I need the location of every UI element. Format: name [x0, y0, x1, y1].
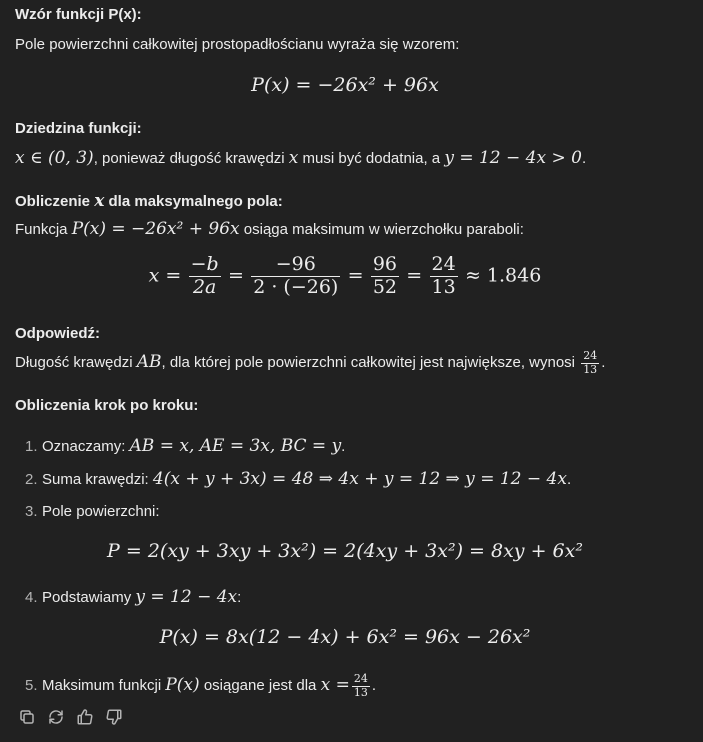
- math-inline: AB = x, AE = 3x, BC = y: [129, 436, 342, 456]
- numerator: 24: [431, 253, 456, 275]
- math-inline: P(x) = −26x² + 96x: [71, 219, 240, 239]
- text: dla maksymalnego pola:: [104, 193, 283, 210]
- fraction: [352, 673, 370, 699]
- fraction: [251, 254, 340, 299]
- math-inline: y = 12 − 4x: [135, 587, 238, 607]
- text: Funkcja: [15, 221, 72, 238]
- formula-block: [15, 74, 675, 96]
- denominator: 2 · (−26): [253, 275, 339, 298]
- list-number: 5.: [25, 677, 38, 695]
- regenerate-icon[interactable]: [46, 707, 66, 727]
- denominator: 13: [353, 685, 368, 699]
- text: Długość krawędzi: [15, 354, 137, 372]
- text: osiągane jest dla: [199, 677, 321, 695]
- list-number: 3.: [25, 503, 38, 520]
- list-item: [25, 436, 345, 457]
- paragraph: [15, 219, 524, 240]
- math-inline: P(x): [165, 675, 200, 696]
- section-title: Obliczenia krok po kroku:: [15, 397, 199, 414]
- thumbs-up-icon[interactable]: [75, 707, 95, 727]
- text: Maksimum funkcji: [42, 677, 166, 695]
- formula-block: [15, 626, 675, 648]
- numerator: −96: [251, 254, 340, 277]
- paragraph: [15, 350, 605, 376]
- formula-block: [15, 540, 675, 562]
- text: .: [566, 471, 572, 488]
- fraction: [430, 254, 458, 299]
- formula: P(x) = −26x² + 96x: [251, 74, 439, 96]
- text: Suma krawędzi:: [42, 471, 153, 488]
- text: .: [581, 150, 587, 167]
- text: , dla której pole powierzchni całkowitej jest największe, wynosi: [161, 354, 580, 372]
- numerator: 24: [353, 672, 368, 685]
- section-title: Odpowiedź:: [15, 325, 100, 342]
- math-lhs: x =: [148, 264, 182, 287]
- list-item: [25, 673, 376, 699]
- text: osiąga maksimum w wierzchołku paraboli:: [239, 221, 524, 238]
- numerator: 24: [583, 349, 598, 362]
- list-number: 1.: [25, 438, 38, 455]
- text: :: [237, 589, 242, 606]
- section-title: [15, 191, 283, 211]
- text: Podstawiamy: [42, 589, 136, 606]
- fraction: [189, 254, 221, 299]
- list-number: 4.: [25, 589, 38, 606]
- list-item: [25, 502, 160, 522]
- math-inline: AB: [136, 352, 162, 373]
- fraction: [371, 254, 399, 299]
- copy-icon[interactable]: [17, 707, 37, 727]
- numerator: 96: [372, 253, 398, 275]
- paragraph: Pole powierzchni całkowitej prostopadłościanu wyraża się wzorem:: [15, 36, 460, 53]
- thumbs-down-icon[interactable]: [104, 707, 124, 727]
- denominator: 13: [431, 275, 456, 298]
- math-inline: 4(x + y + 3x) = 48 ⇒ 4x + y = 12 ⇒ y = 12 − 4x: [152, 469, 567, 489]
- list-item: [25, 469, 571, 490]
- message-actions: [17, 707, 124, 727]
- section-title: Wzór funkcji P(x):: [15, 6, 142, 23]
- text: Obliczenie: [15, 193, 95, 210]
- numerator: −b: [190, 253, 219, 275]
- text: .: [371, 677, 376, 695]
- denominator: 13: [583, 362, 598, 376]
- text: .: [601, 354, 606, 372]
- math-inline: y = 12 − 4x > 0: [444, 148, 582, 168]
- fraction: [581, 350, 599, 376]
- text: Pole powierzchni:: [42, 503, 160, 520]
- math-rhs: ≈ 1.846: [464, 264, 542, 287]
- text: Oznaczamy:: [42, 438, 130, 455]
- section-title: Dziedzina funkcji:: [15, 120, 142, 137]
- denominator: 2a: [192, 275, 217, 298]
- vertex-formula: x = $\frac{-b}{2a}$ = $\frac{-96}{2 \cdot (-26)}$ = $\frac{96}{52}$ = $\frac{24}{13}$ ≈ 1.846: [148, 253, 542, 298]
- text: musi być dodatnia, a: [298, 150, 445, 167]
- paragraph: [15, 148, 586, 169]
- math-inline: x: [94, 191, 105, 211]
- text: .: [341, 438, 346, 455]
- math-inline: x ∈ (0, 3): [15, 148, 94, 168]
- denominator: 52: [372, 275, 398, 298]
- math-inline: x =: [320, 675, 350, 696]
- list-number: 2.: [25, 471, 38, 488]
- text: , ponieważ długość krawędzi: [93, 150, 289, 167]
- math-inline: x: [288, 148, 299, 168]
- formula: P = 2(xy + 3xy + 3x²) = 2(4xy + 3x²) = 8xy + 6x²: [107, 540, 583, 562]
- formula: P(x) = 8x(12 − 4x) + 6x² = 96x − 26x²: [159, 626, 531, 648]
- list-item: [25, 587, 241, 608]
